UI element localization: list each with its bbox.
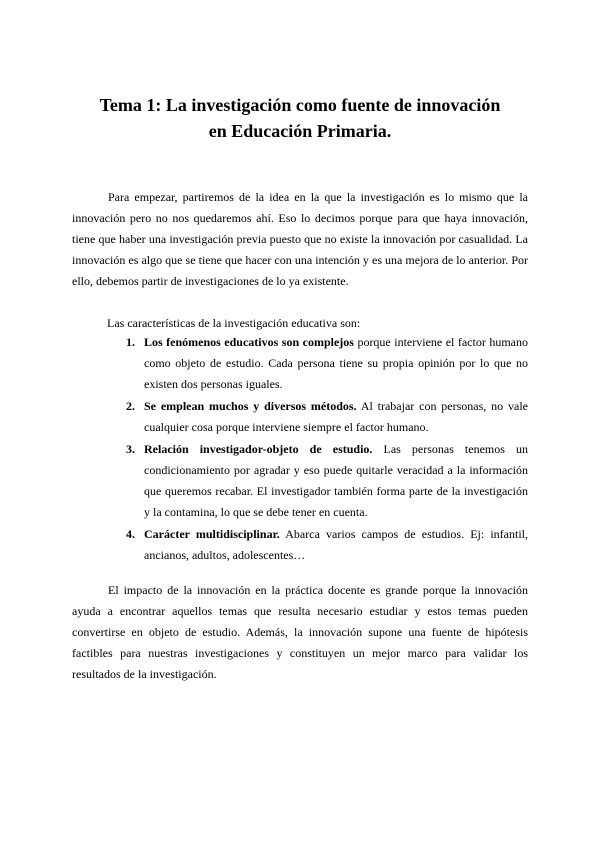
list-item-number: 3. xyxy=(126,442,135,456)
list-item-text: Las personas tenemos un condicionamiento por agradar y eso puede quitarle veracidad a la información que queremos recabar. El investigador también forma parte de la investigación y la contamina, lo que se debe tener en cuenta. xyxy=(144,442,528,519)
list-intro: Las características de la investigación educativa son: xyxy=(107,316,361,330)
list-item-body xyxy=(144,332,528,395)
page-title xyxy=(60,92,540,144)
list-item xyxy=(0,396,600,438)
list-item-number: 2. xyxy=(126,399,135,413)
list-item-body xyxy=(144,524,528,566)
list-item-text: Al trabajar con personas, no vale cualquier cosa porque interviene siempre el factor humano. xyxy=(144,399,528,434)
title-line-2: en Educación Primaria. xyxy=(208,121,392,141)
list-item-number: 1. xyxy=(126,335,135,349)
list-item-lead: Los fenómenos educativos son complejos xyxy=(144,335,354,349)
list-item xyxy=(0,439,600,523)
list-item xyxy=(0,524,600,566)
list-item-number: 4. xyxy=(126,527,135,541)
list-item-text: porque interviene el factor humano como objeto de estudio. Cada persona tiene su propia opinión por lo que no existen dos personas iguales. xyxy=(144,335,528,391)
list-item-lead: Relación investigador-objeto de estudio. xyxy=(144,442,373,456)
list-item-lead: Se emplean muchos y diversos métodos. xyxy=(144,399,357,413)
list-item-body xyxy=(144,396,528,438)
impact-paragraph: El impacto de la innovación en la práctica docente es grande porque la innovación ayuda a encontrar aquellos temas que resulta necesario estudiar y estos temas pueden convertirse en objeto de estudio. Además, la innovación supone una fuente de hipótesis factibles para nuestras investigaciones y constituyen un mejor marco para validar los resultados de la investigación. xyxy=(72,583,528,681)
list-item-text: Abarca varios campos de estudios. Ej: infantil, ancianos, adultos, adolescentes… xyxy=(144,527,528,562)
title-line-1: Tema 1: La investigación como fuente de innovación xyxy=(99,95,501,115)
characteristics-list xyxy=(0,332,600,567)
list-item-lead: Carácter multidisciplinar. xyxy=(144,527,280,541)
list-item-body xyxy=(144,439,528,523)
list-item xyxy=(0,332,600,395)
intro-paragraph: Para empezar, partiremos de la idea en la que la investigación es lo mismo que la innovación pero no nos quedaremos ahí. Eso lo decimos porque para que haya innovación, tiene que haber una investigación previa puesto que no existe la innovación por casualidad. La innovación es algo que se tiene que hacer con una intención y es una mejora de lo anterior. Por ello, debemos partir de investigaciones de lo ya existente. xyxy=(72,190,528,288)
